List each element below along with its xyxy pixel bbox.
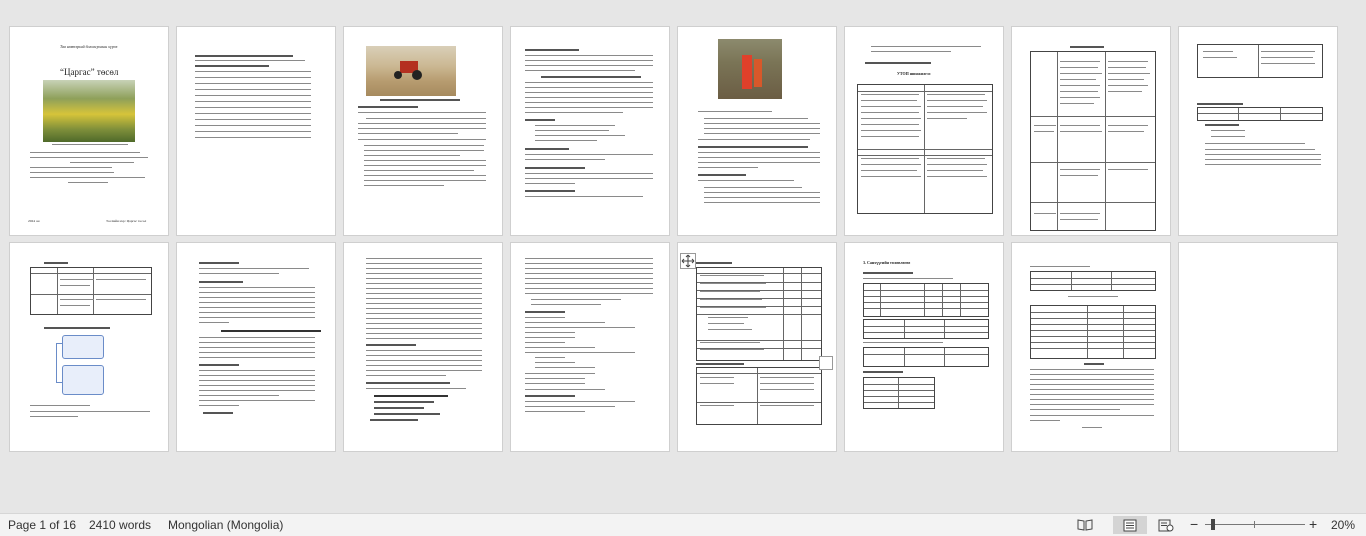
zoom-level[interactable]: 20% [1331,518,1356,532]
document-page-11[interactable] [344,243,502,451]
document-page-13[interactable] [678,243,836,451]
cover-header: Тав нэвтэрхий боловсролын хүрээ [60,44,118,49]
document-page-16[interactable] [1179,243,1337,451]
zoom-out-button[interactable]: − [1190,516,1199,532]
zoom-in-button[interactable]: + [1309,516,1318,532]
analysis-table [1030,51,1156,231]
financial-plan-heading: 3. Санхүүгийн төлөвлөгөө [863,260,911,265]
read-mode-icon[interactable] [1074,516,1096,534]
document-page-3[interactable] [344,27,502,235]
document-page-10[interactable] [177,243,335,451]
document-page-15[interactable] [1012,243,1170,451]
table-resize-handle[interactable] [819,356,833,370]
document-page-6[interactable] [845,27,1003,235]
document-page-4[interactable] [511,27,669,235]
flow-box-2 [62,365,104,395]
web-layout-icon[interactable] [1155,516,1177,534]
table-move-handle-icon[interactable] [680,253,696,269]
cost-table-2 [696,367,822,425]
cover-footer-right: Төслийн нэр: Царгас төсөл [106,219,147,223]
document-page-1[interactable] [10,27,168,235]
document-page-14[interactable] [845,243,1003,451]
cover-footer-left: 2024 он [28,219,40,223]
cover-photo [43,80,135,142]
swot-table [857,84,993,214]
document-page-8[interactable] [1179,27,1337,235]
print-layout-icon[interactable] [1113,516,1147,534]
document-page-12[interactable] [511,243,669,451]
document-page-2[interactable] [177,27,335,235]
document-page-7[interactable] [1012,27,1170,235]
document-page-9[interactable] [10,243,168,451]
zoom-slider-thumb[interactable] [1211,519,1215,530]
zoom-slider[interactable] [1205,524,1305,525]
flow-box-1 [62,335,104,359]
document-page-5[interactable] [678,27,836,235]
page-count[interactable]: Page 1 of 16 [8,518,77,532]
language-indicator[interactable]: Mongolian (Mongolia) [168,518,284,532]
cover-title: “Царгас” төсөл [60,67,119,77]
swot-title: УТОП шинжилгээ [897,71,931,76]
status-bar [0,513,1366,536]
word-count[interactable]: 2410 words [89,518,152,532]
cost-table-1 [696,267,822,361]
